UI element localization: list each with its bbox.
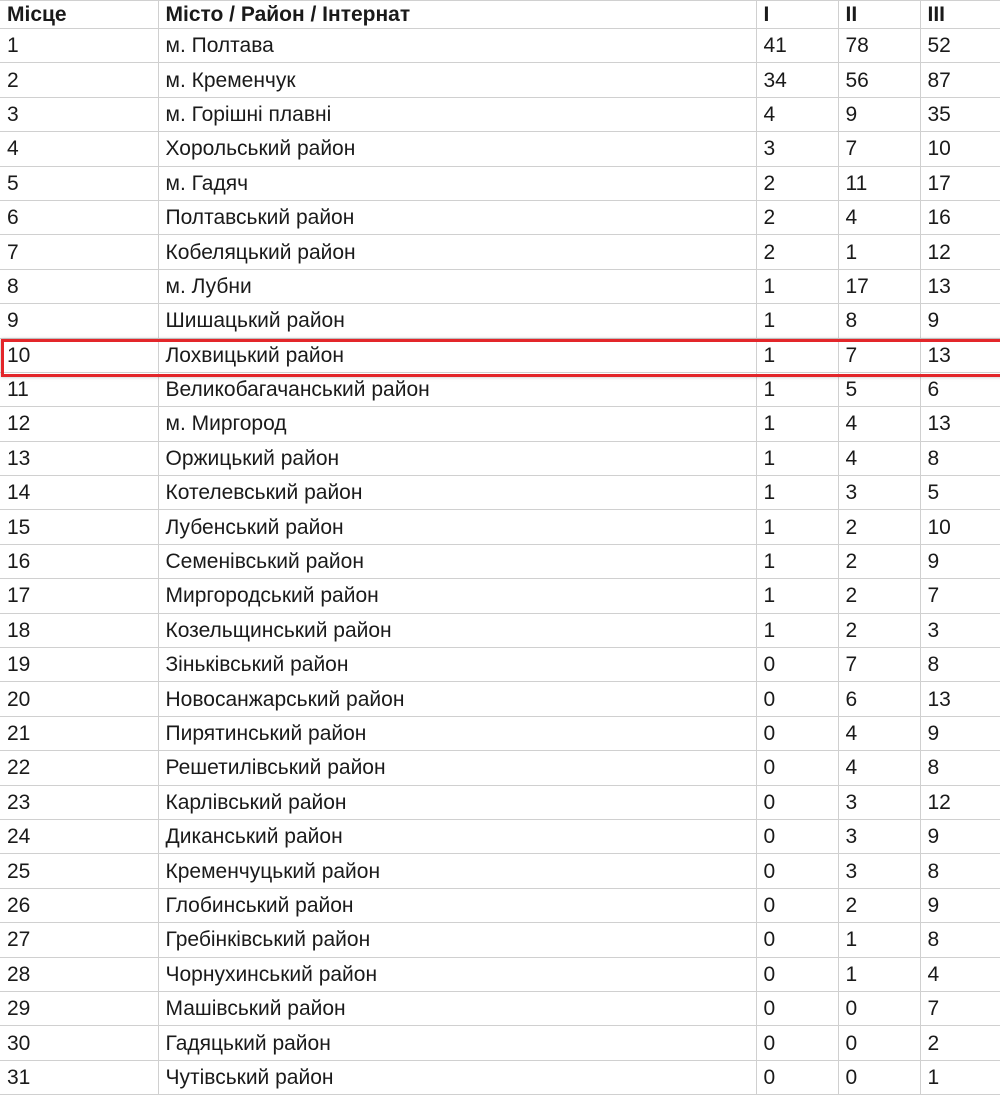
table-row bbox=[0, 888, 1000, 922]
second-place-count-cell: 4 bbox=[838, 407, 920, 441]
first-place-count-cell: 2 bbox=[756, 166, 838, 200]
name-cell: Глобинський район bbox=[158, 888, 756, 922]
place-cell: 8 bbox=[0, 269, 158, 303]
first-place-count-cell: 2 bbox=[756, 200, 838, 234]
place-cell: 13 bbox=[0, 441, 158, 475]
table-row bbox=[0, 407, 1000, 441]
first-place-count-cell: 1 bbox=[756, 338, 838, 372]
table-row bbox=[0, 166, 1000, 200]
first-place-count-cell: 0 bbox=[756, 1026, 838, 1060]
table-row bbox=[0, 544, 1000, 578]
second-place-count-cell: 2 bbox=[838, 544, 920, 578]
table-row bbox=[0, 304, 1000, 338]
table-row bbox=[0, 441, 1000, 475]
name-cell: м. Гадяч bbox=[158, 166, 756, 200]
second-place-count-cell: 56 bbox=[838, 63, 920, 97]
place-cell: 10 bbox=[0, 338, 158, 372]
first-place-count-cell: 1 bbox=[756, 304, 838, 338]
second-place-count-cell: 3 bbox=[838, 854, 920, 888]
name-cell: Полтавський район bbox=[158, 200, 756, 234]
third-place-count-cell: 13 bbox=[920, 269, 1000, 303]
first-place-count-cell: 1 bbox=[756, 372, 838, 406]
first-place-count-cell: 2 bbox=[756, 235, 838, 269]
first-place-count-cell: 0 bbox=[756, 854, 838, 888]
table-row bbox=[0, 579, 1000, 613]
name-cell: Котелевський район bbox=[158, 476, 756, 510]
second-place-count-cell: 7 bbox=[838, 132, 920, 166]
first-place-count-cell: 41 bbox=[756, 29, 838, 63]
table-row bbox=[0, 682, 1000, 716]
name-cell: Козельщинський район bbox=[158, 613, 756, 647]
column-header-place: Місце bbox=[0, 1, 158, 29]
third-place-count-cell: 10 bbox=[920, 132, 1000, 166]
name-cell: Великобагачанський район bbox=[158, 372, 756, 406]
table-row bbox=[0, 785, 1000, 819]
first-place-count-cell: 0 bbox=[756, 785, 838, 819]
name-cell: Оржицький район bbox=[158, 441, 756, 475]
name-cell: м. Полтава bbox=[158, 29, 756, 63]
table-row bbox=[0, 751, 1000, 785]
name-cell: Лубенський район bbox=[158, 510, 756, 544]
first-place-count-cell: 1 bbox=[756, 613, 838, 647]
table-row-highlighted bbox=[0, 338, 1000, 372]
name-cell: Гадяцький район bbox=[158, 1026, 756, 1060]
table-row bbox=[0, 819, 1000, 853]
third-place-count-cell: 2 bbox=[920, 1026, 1000, 1060]
third-place-count-cell: 16 bbox=[920, 200, 1000, 234]
place-cell: 30 bbox=[0, 1026, 158, 1060]
second-place-count-cell: 4 bbox=[838, 751, 920, 785]
name-cell: Новосанжарський район bbox=[158, 682, 756, 716]
first-place-count-cell: 1 bbox=[756, 476, 838, 510]
table-row bbox=[0, 648, 1000, 682]
name-cell: Семенівський район bbox=[158, 544, 756, 578]
table-row bbox=[0, 991, 1000, 1025]
second-place-count-cell: 4 bbox=[838, 200, 920, 234]
table-row bbox=[0, 269, 1000, 303]
first-place-count-cell: 0 bbox=[756, 888, 838, 922]
third-place-count-cell: 5 bbox=[920, 476, 1000, 510]
place-cell: 22 bbox=[0, 751, 158, 785]
second-place-count-cell: 7 bbox=[838, 648, 920, 682]
third-place-count-cell: 8 bbox=[920, 751, 1000, 785]
table-row bbox=[0, 132, 1000, 166]
name-cell: Лохвицький район bbox=[158, 338, 756, 372]
second-place-count-cell: 8 bbox=[838, 304, 920, 338]
second-place-count-cell: 2 bbox=[838, 613, 920, 647]
second-place-count-cell: 1 bbox=[838, 923, 920, 957]
table-row bbox=[0, 29, 1000, 63]
place-cell: 14 bbox=[0, 476, 158, 510]
third-place-count-cell: 52 bbox=[920, 29, 1000, 63]
first-place-count-cell: 1 bbox=[756, 544, 838, 578]
third-place-count-cell: 1 bbox=[920, 1060, 1000, 1094]
place-cell: 21 bbox=[0, 716, 158, 750]
place-cell: 2 bbox=[0, 63, 158, 97]
table-row bbox=[0, 235, 1000, 269]
third-place-count-cell: 35 bbox=[920, 97, 1000, 131]
first-place-count-cell: 0 bbox=[756, 957, 838, 991]
first-place-count-cell: 0 bbox=[756, 648, 838, 682]
place-cell: 23 bbox=[0, 785, 158, 819]
first-place-count-cell: 34 bbox=[756, 63, 838, 97]
second-place-count-cell: 7 bbox=[838, 338, 920, 372]
table-header-row bbox=[0, 1, 1000, 29]
second-place-count-cell: 5 bbox=[838, 372, 920, 406]
second-place-count-cell: 9 bbox=[838, 97, 920, 131]
name-cell: Хорольський район bbox=[158, 132, 756, 166]
name-cell: Кобеляцький район bbox=[158, 235, 756, 269]
third-place-count-cell: 7 bbox=[920, 579, 1000, 613]
first-place-count-cell: 1 bbox=[756, 579, 838, 613]
first-place-count-cell: 0 bbox=[756, 923, 838, 957]
third-place-count-cell: 8 bbox=[920, 854, 1000, 888]
first-place-count-cell: 4 bbox=[756, 97, 838, 131]
place-cell: 28 bbox=[0, 957, 158, 991]
place-cell: 16 bbox=[0, 544, 158, 578]
place-cell: 20 bbox=[0, 682, 158, 716]
second-place-count-cell: 2 bbox=[838, 888, 920, 922]
name-cell: Пирятинський район bbox=[158, 716, 756, 750]
place-cell: 27 bbox=[0, 923, 158, 957]
first-place-count-cell: 1 bbox=[756, 441, 838, 475]
table-row bbox=[0, 716, 1000, 750]
column-header-second-place: II bbox=[838, 1, 920, 29]
table-body bbox=[0, 29, 1000, 1095]
place-cell: 1 bbox=[0, 29, 158, 63]
name-cell: Кременчуцький район bbox=[158, 854, 756, 888]
place-cell: 11 bbox=[0, 372, 158, 406]
first-place-count-cell: 0 bbox=[756, 991, 838, 1025]
third-place-count-cell: 9 bbox=[920, 716, 1000, 750]
first-place-count-cell: 0 bbox=[756, 751, 838, 785]
third-place-count-cell: 3 bbox=[920, 613, 1000, 647]
table-row bbox=[0, 1026, 1000, 1060]
name-cell: Карлівський район bbox=[158, 785, 756, 819]
third-place-count-cell: 8 bbox=[920, 648, 1000, 682]
first-place-count-cell: 0 bbox=[756, 682, 838, 716]
place-cell: 7 bbox=[0, 235, 158, 269]
second-place-count-cell: 2 bbox=[838, 510, 920, 544]
first-place-count-cell: 3 bbox=[756, 132, 838, 166]
third-place-count-cell: 6 bbox=[920, 372, 1000, 406]
second-place-count-cell: 4 bbox=[838, 441, 920, 475]
second-place-count-cell: 11 bbox=[838, 166, 920, 200]
table-row bbox=[0, 510, 1000, 544]
name-cell: м. Лубни bbox=[158, 269, 756, 303]
place-cell: 17 bbox=[0, 579, 158, 613]
place-cell: 26 bbox=[0, 888, 158, 922]
second-place-count-cell: 0 bbox=[838, 1026, 920, 1060]
third-place-count-cell: 9 bbox=[920, 819, 1000, 853]
name-cell: Гребінківський район bbox=[158, 923, 756, 957]
column-header-name: Місто / Район / Інтернат bbox=[158, 1, 756, 29]
first-place-count-cell: 1 bbox=[756, 269, 838, 303]
second-place-count-cell: 78 bbox=[838, 29, 920, 63]
third-place-count-cell: 12 bbox=[920, 235, 1000, 269]
third-place-count-cell: 13 bbox=[920, 682, 1000, 716]
place-cell: 12 bbox=[0, 407, 158, 441]
place-cell: 15 bbox=[0, 510, 158, 544]
name-cell: м. Кременчук bbox=[158, 63, 756, 97]
first-place-count-cell: 0 bbox=[756, 819, 838, 853]
second-place-count-cell: 3 bbox=[838, 785, 920, 819]
third-place-count-cell: 7 bbox=[920, 991, 1000, 1025]
second-place-count-cell: 0 bbox=[838, 1060, 920, 1094]
place-cell: 18 bbox=[0, 613, 158, 647]
name-cell: Диканський район bbox=[158, 819, 756, 853]
table-row bbox=[0, 372, 1000, 406]
first-place-count-cell: 1 bbox=[756, 510, 838, 544]
table-row bbox=[0, 854, 1000, 888]
table-row bbox=[0, 613, 1000, 647]
name-cell: м. Горішні плавні bbox=[158, 97, 756, 131]
third-place-count-cell: 9 bbox=[920, 544, 1000, 578]
second-place-count-cell: 6 bbox=[838, 682, 920, 716]
table-row bbox=[0, 923, 1000, 957]
place-cell: 24 bbox=[0, 819, 158, 853]
place-cell: 31 bbox=[0, 1060, 158, 1094]
second-place-count-cell: 3 bbox=[838, 476, 920, 510]
name-cell: Зіньківський район bbox=[158, 648, 756, 682]
third-place-count-cell: 13 bbox=[920, 338, 1000, 372]
third-place-count-cell: 17 bbox=[920, 166, 1000, 200]
second-place-count-cell: 1 bbox=[838, 235, 920, 269]
name-cell: Решетилівський район bbox=[158, 751, 756, 785]
place-cell: 3 bbox=[0, 97, 158, 131]
table-row bbox=[0, 957, 1000, 991]
name-cell: Чутівський район bbox=[158, 1060, 756, 1094]
table-row bbox=[0, 1060, 1000, 1094]
table-row bbox=[0, 200, 1000, 234]
second-place-count-cell: 4 bbox=[838, 716, 920, 750]
place-cell: 5 bbox=[0, 166, 158, 200]
third-place-count-cell: 13 bbox=[920, 407, 1000, 441]
second-place-count-cell: 17 bbox=[838, 269, 920, 303]
place-cell: 6 bbox=[0, 200, 158, 234]
place-cell: 29 bbox=[0, 991, 158, 1025]
third-place-count-cell: 4 bbox=[920, 957, 1000, 991]
third-place-count-cell: 8 bbox=[920, 441, 1000, 475]
place-cell: 25 bbox=[0, 854, 158, 888]
third-place-count-cell: 9 bbox=[920, 304, 1000, 338]
name-cell: м. Миргород bbox=[158, 407, 756, 441]
third-place-count-cell: 87 bbox=[920, 63, 1000, 97]
second-place-count-cell: 2 bbox=[838, 579, 920, 613]
place-cell: 19 bbox=[0, 648, 158, 682]
table-row bbox=[0, 476, 1000, 510]
third-place-count-cell: 12 bbox=[920, 785, 1000, 819]
first-place-count-cell: 1 bbox=[756, 407, 838, 441]
column-header-third-place: III bbox=[920, 1, 1000, 29]
second-place-count-cell: 1 bbox=[838, 957, 920, 991]
name-cell: Шишацький район bbox=[158, 304, 756, 338]
first-place-count-cell: 0 bbox=[756, 1060, 838, 1094]
place-cell: 4 bbox=[0, 132, 158, 166]
table-row bbox=[0, 63, 1000, 97]
name-cell: Чорнухинський район bbox=[158, 957, 756, 991]
table-row bbox=[0, 97, 1000, 131]
column-header-first-place: I bbox=[756, 1, 838, 29]
third-place-count-cell: 9 bbox=[920, 888, 1000, 922]
name-cell: Миргородський район bbox=[158, 579, 756, 613]
place-cell: 9 bbox=[0, 304, 158, 338]
third-place-count-cell: 10 bbox=[920, 510, 1000, 544]
second-place-count-cell: 3 bbox=[838, 819, 920, 853]
second-place-count-cell: 0 bbox=[838, 991, 920, 1025]
name-cell: Машівський район bbox=[158, 991, 756, 1025]
first-place-count-cell: 0 bbox=[756, 716, 838, 750]
third-place-count-cell: 8 bbox=[920, 923, 1000, 957]
